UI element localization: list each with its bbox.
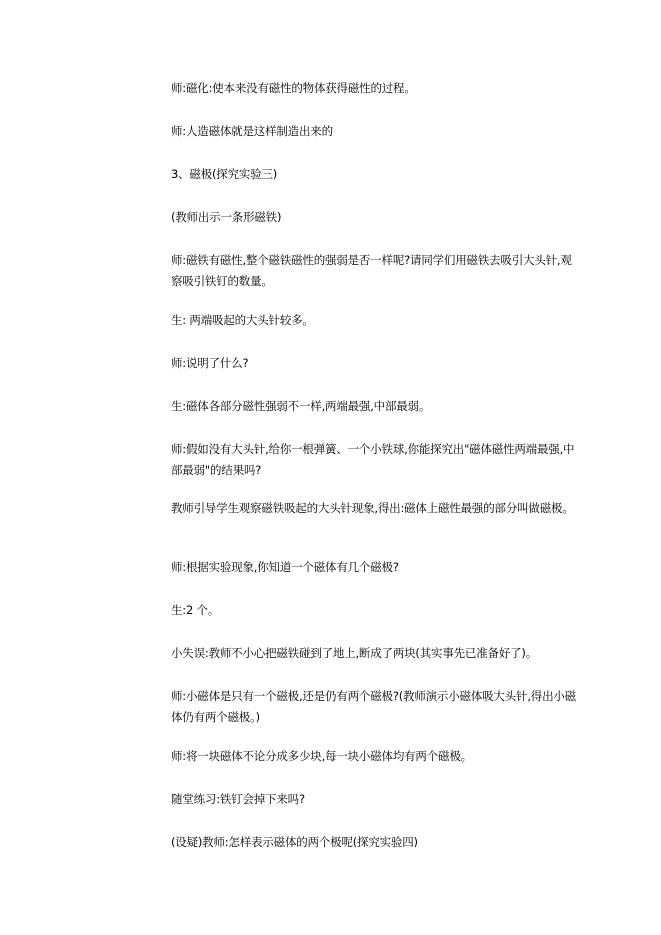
- paragraph-magnetization-definition: 师:磁化:使本来没有磁性的物体获得磁性的过程。: [171, 81, 416, 95]
- paragraph-student-answer-ends: 生: 两端吸起的大头针较多。: [171, 313, 314, 327]
- paragraph-spring-ball-question: 师:假如没有大头针,给你一根弹簧、一个小铁球,你能探究出"磁体磁性两端最强,中部最弱"的结果吗?: [171, 442, 575, 477]
- paragraph-how-many-poles: 师:根据实验现象,你知道一个磁体有几个磁极?: [171, 560, 399, 574]
- paragraph-pole-definition: 教师引导学生观察磁铁吸起的大头针现象,得出:磁体上磁性最强的部分叫做磁极。: [171, 501, 574, 515]
- paragraph-represent-poles-question: (设疑)教师:怎样表示磁体的两个极呢(探究实验四): [171, 835, 418, 849]
- paragraph-practice-question: 随堂练习:铁钉会掉下来吗?: [171, 792, 305, 806]
- paragraph-each-piece-two-poles: 师:将一块磁体不论分成多少块,每一块小磁体均有两个磁极。: [171, 749, 472, 763]
- paragraph-section-magnetic-poles: 3、磁极(探究实验三): [171, 167, 278, 181]
- paragraph-two-poles: 生:2 个。: [171, 603, 220, 617]
- paragraph-magnetism-question: 师:磁铁有磁性,整个磁铁磁性的强弱是否一样呢?请同学们用磁铁去吸引大头针,观察吸引铁钉的数量。: [171, 253, 572, 288]
- paragraph-teacher-shows-magnet: (教师出示一条形磁铁): [171, 210, 282, 224]
- paragraph-small-magnet-poles: 师:小磁体是只有一个磁极,还是仍有两个磁极?(教师演示小磁体吸大头针,得出小磁体仍有两个磁极。): [171, 689, 576, 724]
- paragraph-what-does-it-show: 师:说明了什么?: [171, 356, 249, 370]
- paragraph-mistake-broken-magnet: 小失误:教师不小心把磁铁碰到了地上,断成了两块(其实事先已准备好了)。: [171, 646, 537, 660]
- paragraph-artificial-magnet: 师:人造磁体就是这样制造出来的: [171, 124, 333, 138]
- paragraph-student-answer-strength: 生:磁体各部分磁性强弱不一样,两端最强,中部最弱。: [171, 399, 431, 413]
